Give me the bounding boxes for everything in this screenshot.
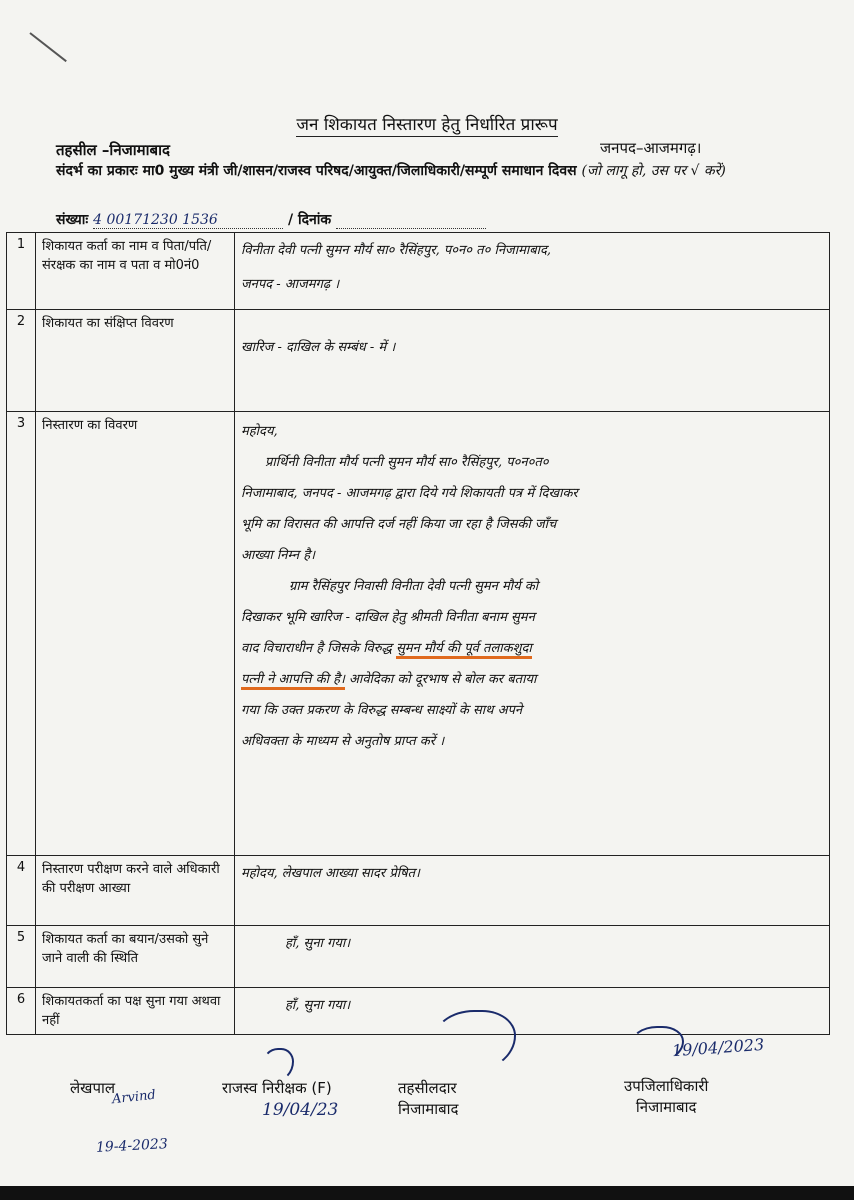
number-label: संख्याः: [56, 212, 89, 228]
pen-mark: [29, 32, 66, 62]
document-title: जन शिकायत निस्तारण हेतु निर्धारित प्रारूप: [296, 115, 558, 135]
underlined-text: सुमन मौर्य की पूर्व तलाकशुदा: [396, 641, 532, 659]
complainant-statement: हाँ, सुना गया।: [235, 926, 830, 988]
complaint-form-table: [6, 232, 830, 1035]
number-row: [56, 210, 486, 229]
table-row: [7, 310, 830, 412]
reference-type: [56, 160, 816, 182]
sdm-label: उपजिलाधिकारी निजामाबाद: [624, 1077, 709, 1116]
underlined-text: पत्नी ने आपत्ति की है।: [241, 672, 345, 690]
complainant-heard: हाँ, सुना गया।: [235, 988, 830, 1035]
table-row: [7, 926, 830, 988]
inspection-report: महोदय, लेखपाल आख्या सादर प्रेषित।: [235, 856, 830, 926]
row-number: 3: [7, 412, 36, 856]
date-label: / दिनांक: [287, 212, 332, 228]
lekhpal-label: लेखपाल: [70, 1079, 116, 1097]
rn-date: 19/04/23: [262, 1100, 339, 1120]
janpad-label: जनपद–आजमगढ़।: [600, 139, 702, 157]
row-label: निस्तारण का विवरण: [36, 412, 235, 856]
table-row: [7, 412, 830, 856]
row-number: 4: [7, 856, 36, 926]
sdm-date: 19/04/2023: [671, 1034, 765, 1061]
row-number: 2: [7, 310, 36, 412]
row-number: 1: [7, 233, 36, 310]
row-label: शिकायतकर्ता का पक्ष सुना गया अथवा नहीं: [36, 988, 235, 1035]
rn-signature: [262, 1048, 294, 1082]
row-label: शिकायत कर्ता का बयान/उसको सुने जाने वाली की स्थिति: [36, 926, 235, 988]
bottom-bar: [0, 1186, 854, 1200]
tehsildar-signature: [432, 1010, 516, 1074]
row-label: शिकायत का संक्षिप्त विवरण: [36, 310, 235, 412]
reference-text: संदर्भ का प्रकारः मा0 मुख्य मंत्री जी/शासन/राजस्व परिषद/आयुक्त/जिलाधिकारी/सम्पूर्ण समाधान दिवस: [56, 163, 577, 179]
tehsil-label: तहसील –निजामाबाद: [56, 141, 170, 159]
table-row: [7, 856, 830, 926]
row-number: 5: [7, 926, 36, 988]
table-row: [7, 233, 830, 310]
lekhpal-name: Arvind: [111, 1087, 157, 1108]
number-value: 4 00171230 1536: [93, 212, 218, 228]
lekhpal-date: 19-4-2023: [95, 1136, 169, 1156]
row-label: शिकायत कर्ता का नाम व पिता/पति/संरक्षक का नाम व पता व मो0नं0: [36, 233, 235, 310]
complainant-details: विनीता देवी पत्नी सुमन मौर्य सा० रैसिंहपुर, प०न० त० निजामाबाद, जनपद - आजमगढ़ ।: [235, 233, 830, 310]
complaint-summary: खारिज - दाखिल के सम्बंध - में ।: [235, 310, 830, 412]
table-row: [7, 988, 830, 1035]
reference-note: (जो लागू हो, उस पर √ करें): [581, 163, 726, 179]
tehsildar-label: तहसीलदार निजामाबाद: [398, 1079, 459, 1118]
row-number: 6: [7, 988, 36, 1035]
row-label: निस्तारण परीक्षण करने वाले अधिकारी की परीक्षण आख्या: [36, 856, 235, 926]
rn-label: राजस्व निरीक्षक (F): [222, 1079, 332, 1097]
resolution-details: महोदय, प्रार्थिनी विनीता मौर्य पत्नी सुमन मौर्य सा० रैसिंहपुर, प०न०त० निजामाबाद, जनपद - आजमगढ़ द्वारा दिये गये शिकायती पत्र में दिखाकर भूमि का विरासत की आपत्ति दर्ज नहीं किया जा रहा है जिसकी जाँच आख्या निम्न है। ग्राम रैसिंहपुर निवासी विनीता देवी पत्नी सुमन मौर्य को दिखाकर भूमि खारिज - दाखिल हेतु श्रीमती विनीता बनाम सुमन वाद विचाराधीन है जिसके विरुद्ध सुमन मौर्य की पूर्व तलाकशुदा पत्नी ने आपत्ति की है। आवेदिका को दूरभाष से बोल कर बताया गया कि उक्त प्रकरण के विरुद्ध सम्बन्ध साक्ष्यों के साथ अपने अधिवक्ता के माध्यम से अनुतोष प्राप्त करें ।: [235, 412, 830, 856]
